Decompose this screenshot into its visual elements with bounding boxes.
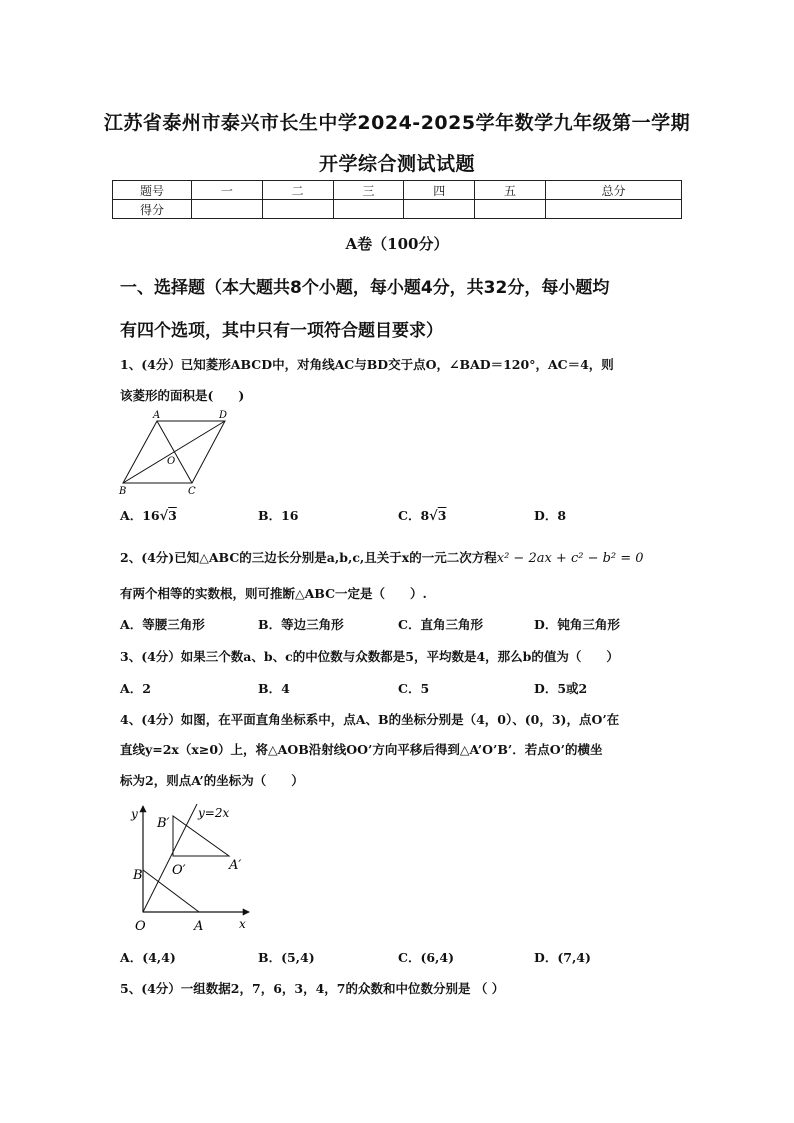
section-a-heading: A卷（100分）: [345, 235, 449, 253]
score-cell: [545, 200, 681, 219]
label-a-prime: A′: [229, 858, 242, 873]
q2-option-b[interactable]: B．等边三角形: [258, 617, 344, 632]
q1-option-b[interactable]: B．16: [258, 508, 299, 523]
header-cell: 二: [262, 181, 333, 200]
score-cell: [404, 200, 475, 219]
label-a: A: [153, 410, 161, 421]
score-cell: [262, 200, 333, 219]
label-b: B: [119, 486, 127, 497]
q4-option-b[interactable]: B．(5,4): [258, 950, 315, 965]
score-table: [112, 180, 682, 219]
q1-option-c-root: 3: [437, 508, 447, 523]
q4-option-c[interactable]: C．(6,4): [398, 950, 455, 965]
label-b: B: [133, 868, 143, 883]
q4-stem-line2: 直线y=2x（x≥0）上，将△AOB沿射线OO’方向平移后得到△A’O’B’．若点O’的横坐: [120, 742, 603, 757]
q1-option-a-root: 3: [168, 508, 177, 523]
q1-stem-line2: 该菱形的面积是( ): [120, 388, 245, 403]
q3-stem-line1: 3、(4分）如果三个数a、b、c的中位数与众数都是5，平均数是4，那么b的值为（ ）: [120, 649, 619, 664]
q2-option-d[interactable]: D．钝角三角形: [534, 617, 620, 632]
q2-option-a[interactable]: A．等腰三角形: [120, 617, 205, 632]
score-table-header-row: [113, 181, 682, 200]
label-line: y=2x: [198, 806, 230, 820]
q4-stem-line1: 4、(4分）如图，在平面直角坐标系中，点A、B的坐标分别是（4，0）、(0，3)，点O’在: [120, 712, 620, 727]
line-y-2x: [143, 804, 197, 912]
q3-option-c[interactable]: C．5: [398, 681, 430, 696]
label-o: O: [135, 919, 146, 934]
q4-option-d[interactable]: D．(7,4): [534, 950, 591, 965]
label-o: O: [167, 456, 176, 467]
q3-option-d[interactable]: D．5或2: [534, 681, 588, 696]
header-cell: 一: [192, 181, 263, 200]
q1-option-c[interactable]: [398, 506, 446, 524]
q1-option-c-prefix: C．8: [398, 508, 430, 523]
q4-option-a[interactable]: A．(4,4): [120, 950, 176, 965]
q1-option-a[interactable]: [120, 506, 177, 524]
header-cell: 题号: [113, 181, 192, 200]
q2-stem-line2: 有两个相等的实数根，则可推断△ABC一定是（ ）.: [120, 586, 427, 601]
q5-stem-line1: 5、(4分）一组数据2，7，6，3，4，7的众数和中位数分别是 （ ）: [120, 981, 505, 996]
q1-rhombus-figure: [112, 408, 237, 498]
q3-option-a[interactable]: A．2: [120, 681, 151, 696]
section-one-heading-line2: 有四个选项，其中只有一项符合题目要求）: [120, 321, 443, 341]
q1-stem-line1: 1、(4分）已知菱形ABCD中，对角线AC与BD交于点O，∠BAD＝120°，AC＝4，则: [120, 357, 614, 372]
label-d: D: [219, 410, 228, 421]
sqrt-symbol: √: [429, 509, 438, 524]
row-label-cell: 得分: [113, 200, 192, 219]
label-c: C: [188, 486, 196, 497]
score-cell: [192, 200, 263, 219]
header-cell: 五: [475, 181, 546, 200]
triangle-aob: [143, 870, 199, 912]
header-cell: 四: [404, 181, 475, 200]
q2-equation: x² − 2ax + c² − b² = 0: [496, 551, 644, 566]
q1-option-d[interactable]: D．8: [534, 508, 567, 523]
sqrt-symbol: √: [159, 509, 169, 524]
exam-title-line2: 开学综合测试试题: [318, 153, 475, 175]
score-cell: [333, 200, 404, 219]
header-cell: 三: [333, 181, 404, 200]
section-one-heading-line1: 一、选择题（本大题共8个小题，每小题4分，共32分，每小题均: [120, 278, 610, 298]
diagonal-bd: [123, 421, 225, 483]
q1-option-a-prefix: A．16: [120, 508, 160, 523]
score-table-score-row: [113, 200, 682, 219]
q2-stem-text: 2、(4分)已知△ABC的三边长分别是a,b,c,且关于x的一元二次方程: [120, 550, 497, 565]
q2-option-c[interactable]: C．直角三角形: [398, 617, 483, 632]
label-b-prime: B′: [157, 816, 170, 831]
exam-title-line1: 江苏省泰州市泰兴市长生中学2024-2025学年数学九年级第一学期: [103, 112, 691, 134]
q3-option-b[interactable]: B．4: [258, 681, 290, 696]
q4-coordinate-figure: [125, 800, 260, 935]
label-a: A: [194, 919, 204, 934]
score-cell: [475, 200, 546, 219]
label-x: x: [239, 917, 246, 931]
header-cell: 总分: [545, 181, 681, 200]
label-y: y: [131, 807, 138, 821]
q4-stem-line3: 标为2，则点A’的坐标为（ ）: [120, 773, 304, 788]
q2-stem-line1: [120, 548, 690, 566]
label-o-prime: O′: [172, 863, 186, 878]
